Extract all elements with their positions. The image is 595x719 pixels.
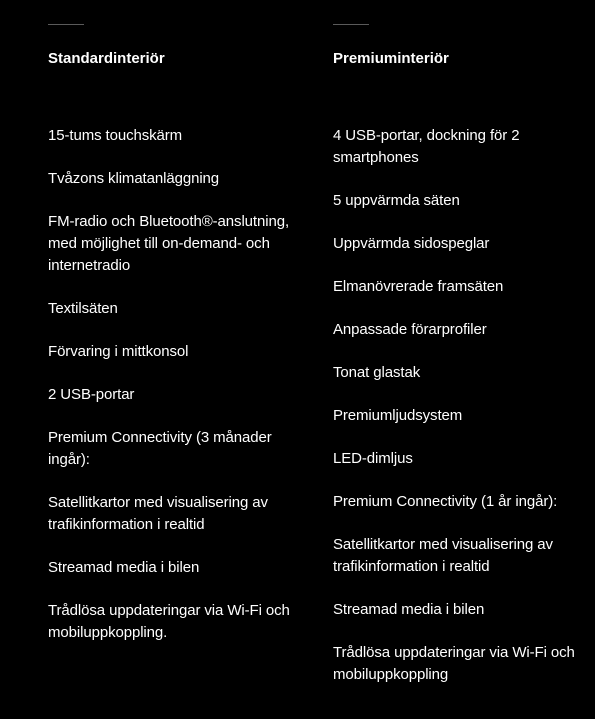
feature-item: Elmanövrerade framsäten [333,278,504,295]
feature-item: LED-dimljus [333,450,413,467]
feature-item: Premium Connectivity (1 år ingår): [333,493,558,510]
feature-item: Trådlösa uppdateringar via Wi-Fi och mobiluppkoppling [333,644,575,683]
feature-item: 4 USB-portar, dockning för 2 smartphones [333,127,520,166]
feature-item: Tonat glastak [333,364,421,381]
feature-item: 2 USB-portar [48,386,135,403]
feature-item: Förvaring i mittkonsol [48,343,189,360]
feature-item: Premiumljudsystem [333,407,463,424]
feature-item: Streamad media i bilen [48,559,200,576]
feature-item: Premium Connectivity (3 månader ingår): [48,429,272,468]
feature-item: Streamad media i bilen [333,601,485,618]
column-divider [48,24,84,25]
column-divider [333,24,369,25]
standard-feature-list [48,125,310,665]
feature-item: Tvåzons klimatanläggning [48,170,220,187]
feature-item: Satellitkartor med visualisering av trafikinformation i realtid [333,536,553,575]
feature-item: Trådlösa uppdateringar via Wi-Fi och mobiluppkoppling. [48,602,290,641]
feature-item: 15-tums touchskärm [48,127,183,144]
feature-item: Uppvärmda sidospeglar [333,235,490,252]
premium-feature-list [333,125,588,707]
standard-interior-title: Standardinteriör [48,50,165,67]
feature-item: Anpassade förarprofiler [333,321,487,338]
premium-interior-title: Premiuminteriör [333,50,449,67]
feature-item: FM-radio och Bluetooth®-anslutning, med möjlighet till on-demand- och internetradio [48,213,290,274]
feature-item: Satellitkartor med visualisering av trafikinformation i realtid [48,494,268,533]
feature-item: Textilsäten [48,300,118,317]
feature-item: 5 uppvärmda säten [333,192,460,209]
